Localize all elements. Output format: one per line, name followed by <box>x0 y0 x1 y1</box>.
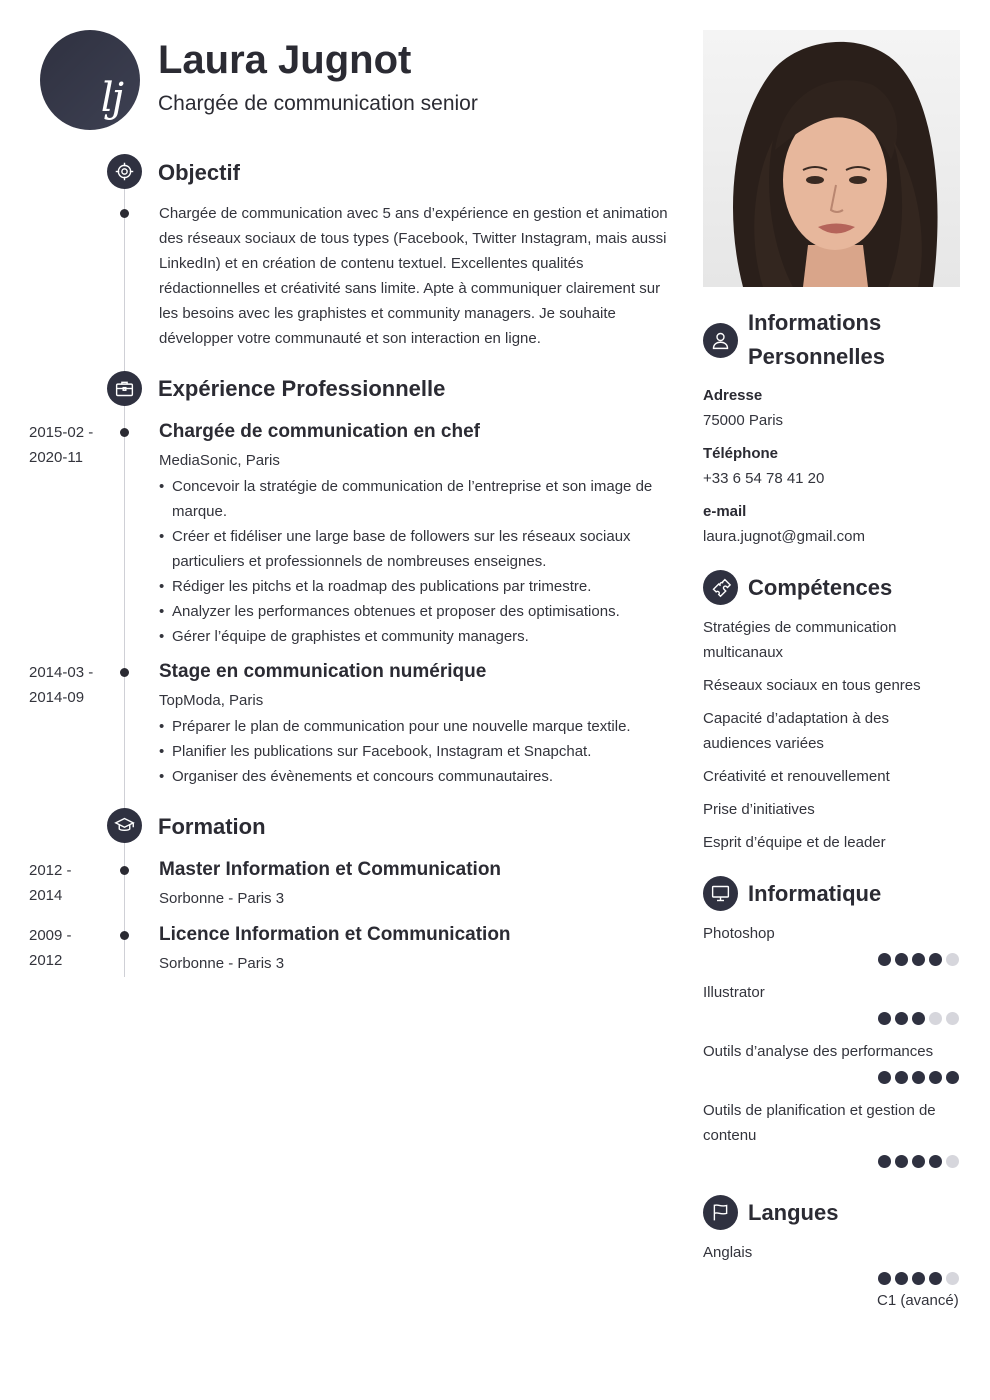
job-date-start: 2014-03 - <box>29 664 94 681</box>
it-skill-name: Outils d’analyse des performances <box>703 1043 934 1060</box>
it-skill-rating <box>878 1012 960 1025</box>
language-name: Anglais <box>703 1244 753 1261</box>
rating-dot-filled <box>895 953 908 966</box>
skill-item: Prise d’initiatives <box>703 801 815 818</box>
monitor-icon <box>703 876 738 911</box>
job-bullet: • Concevoir la stratégie de communication de l’entreprise et son image de marque. <box>159 474 664 524</box>
section-title-experience: Expérience Professionnelle <box>158 376 446 401</box>
section-title-personal <box>748 306 885 374</box>
it-skill-rating <box>878 1071 960 1084</box>
education-date-start: 2009 - <box>29 927 72 944</box>
rating-dot-filled <box>895 1155 908 1168</box>
job-company: MediaSonic, Paris <box>159 452 280 469</box>
rating-dot-filled <box>912 1272 925 1285</box>
rating-dot-filled <box>912 1012 925 1025</box>
it-skill-name: Illustrator <box>703 984 765 1001</box>
rating-dot-filled <box>878 1071 891 1084</box>
it-skill-rating <box>878 1155 960 1168</box>
phone-value: +33 6 54 78 41 20 <box>703 470 825 487</box>
job-date <box>29 420 109 470</box>
education-date-end: 2012 <box>29 952 63 969</box>
education-school: Sorbonne - Paris 3 <box>159 890 285 907</box>
address-value: 75000 Paris <box>703 412 784 429</box>
rating-dot-empty <box>929 1012 942 1025</box>
rating-dot-filled <box>929 1272 942 1285</box>
job-bullet: • Planifier les publications sur Facebook, Instagram et Snapchat. <box>159 739 664 764</box>
job-title: Chargée de communication en chef <box>159 421 480 442</box>
rating-dot-filled <box>895 1012 908 1025</box>
job-title: Stage en communication numérique <box>159 661 487 682</box>
skill-item: Stratégies de communication multicanaux <box>703 619 897 661</box>
timeline-dot <box>120 931 129 940</box>
timeline-dot <box>120 428 129 437</box>
email-label: e-mail <box>703 503 747 520</box>
section-title-education: Formation <box>158 814 266 839</box>
profile-photo <box>703 30 960 287</box>
language-rating <box>878 1272 960 1285</box>
target-icon <box>107 154 142 189</box>
address-label: Adresse <box>703 387 763 404</box>
personal-heading-line2: Personnelles <box>748 344 885 369</box>
rating-dot-filled <box>878 1012 891 1025</box>
job-bullet: • Analyzer les performances obtenues et proposer des optimisations. <box>159 599 664 624</box>
job-date-end: 2020-11 <box>29 449 83 466</box>
job-bullet: • Rédiger les pitchs et la roadmap des publications par trimestre. <box>159 574 664 599</box>
candidate-title: Chargée de communication senior <box>158 92 478 115</box>
timeline-dot <box>120 668 129 677</box>
rating-dot-filled <box>929 1155 942 1168</box>
rating-dot-filled <box>912 953 925 966</box>
skill-item: Réseaux sociaux en tous genres <box>703 677 921 694</box>
rating-dot-filled <box>895 1071 908 1084</box>
rating-dot-filled <box>895 1272 908 1285</box>
rating-dot-filled <box>878 953 891 966</box>
language-level: C1 (avancé) <box>877 1292 959 1309</box>
rating-dot-empty <box>946 953 959 966</box>
skill-item: Esprit d’équipe et de leader <box>703 834 886 851</box>
education-date-start: 2012 - <box>29 862 72 879</box>
job-company: TopModa, Paris <box>159 692 264 709</box>
education-date <box>29 923 109 973</box>
objective-text: Chargée de communication avec 5 ans d’expérience en gestion et animation des réseaux sociaux de tous types (Facebook, Twitter Instagram, mais aussi LinkedIn) et en création de contenu textuel. Excellentes qualités rédactionnelles et créativité sans limite. Apte à communiquer clairement sur les besoins avec les graphistes et community managers. Je souhaite développer votre communauté et son interaction en ligne. <box>159 205 668 347</box>
it-skill-name: Photoshop <box>703 925 775 942</box>
timeline-line <box>124 172 125 977</box>
job-bullets <box>159 474 664 649</box>
candidate-name: Laura Jugnot <box>158 38 412 82</box>
timeline-dot <box>120 209 129 218</box>
section-title-languages: Langues <box>748 1200 839 1225</box>
job-bullet: • Préparer le plan de communication pour une nouvelle marque textile. <box>159 714 664 739</box>
skill-item: Créativité et renouvellement <box>703 768 890 785</box>
job-bullet: • Gérer l’équipe de graphistes et community managers. <box>159 624 664 649</box>
briefcase-icon <box>107 371 142 406</box>
job-bullet: • Créer et fidéliser une large base de followers sur les réseaux sociaux particuliers et professionnels de nombreuses enseignes. <box>159 524 664 574</box>
rating-dot-filled <box>878 1155 891 1168</box>
job-bullets <box>159 714 664 789</box>
it-skill-name: Outils de planification et gestion de contenu <box>703 1102 936 1144</box>
rating-dot-filled <box>912 1071 925 1084</box>
rating-dot-filled <box>946 1071 959 1084</box>
puzzle-icon <box>703 570 738 605</box>
monogram-badge <box>40 30 140 130</box>
rating-dot-empty <box>946 1012 959 1025</box>
job-bullet: • Organiser des évènements et concours communautaires. <box>159 764 664 789</box>
skill-item: Capacité d’adaptation à des audiences variées <box>703 710 889 752</box>
it-skill-rating <box>878 953 960 966</box>
flag-icon <box>703 1195 738 1230</box>
education-date <box>29 858 109 908</box>
education-degree: Licence Information et Communication <box>159 924 511 945</box>
rating-dot-empty <box>946 1272 959 1285</box>
rating-dot-filled <box>912 1155 925 1168</box>
phone-label: Téléphone <box>703 445 779 462</box>
section-title-objective: Objectif <box>158 160 240 185</box>
section-title-it: Informatique <box>748 881 882 906</box>
education-degree: Master Information et Communication <box>159 859 502 880</box>
education-school: Sorbonne - Paris 3 <box>159 955 285 972</box>
timeline-dot <box>120 866 129 875</box>
education-date-end: 2014 <box>29 887 63 904</box>
user-icon <box>703 323 738 358</box>
job-date-start: 2015-02 - <box>29 424 94 441</box>
rating-dot-empty <box>946 1155 959 1168</box>
section-title-skills: Compétences <box>748 575 893 600</box>
graduation-cap-icon <box>107 808 142 843</box>
personal-heading-line1: Informations <box>748 310 882 335</box>
job-date <box>29 660 109 710</box>
rating-dot-filled <box>929 1071 942 1084</box>
rating-dot-filled <box>878 1272 891 1285</box>
monogram-initials: lj <box>100 75 122 121</box>
rating-dot-filled <box>929 953 942 966</box>
email-value[interactable]: laura.jugnot@gmail.com <box>703 528 865 545</box>
job-date-end: 2014-09 <box>29 689 85 706</box>
